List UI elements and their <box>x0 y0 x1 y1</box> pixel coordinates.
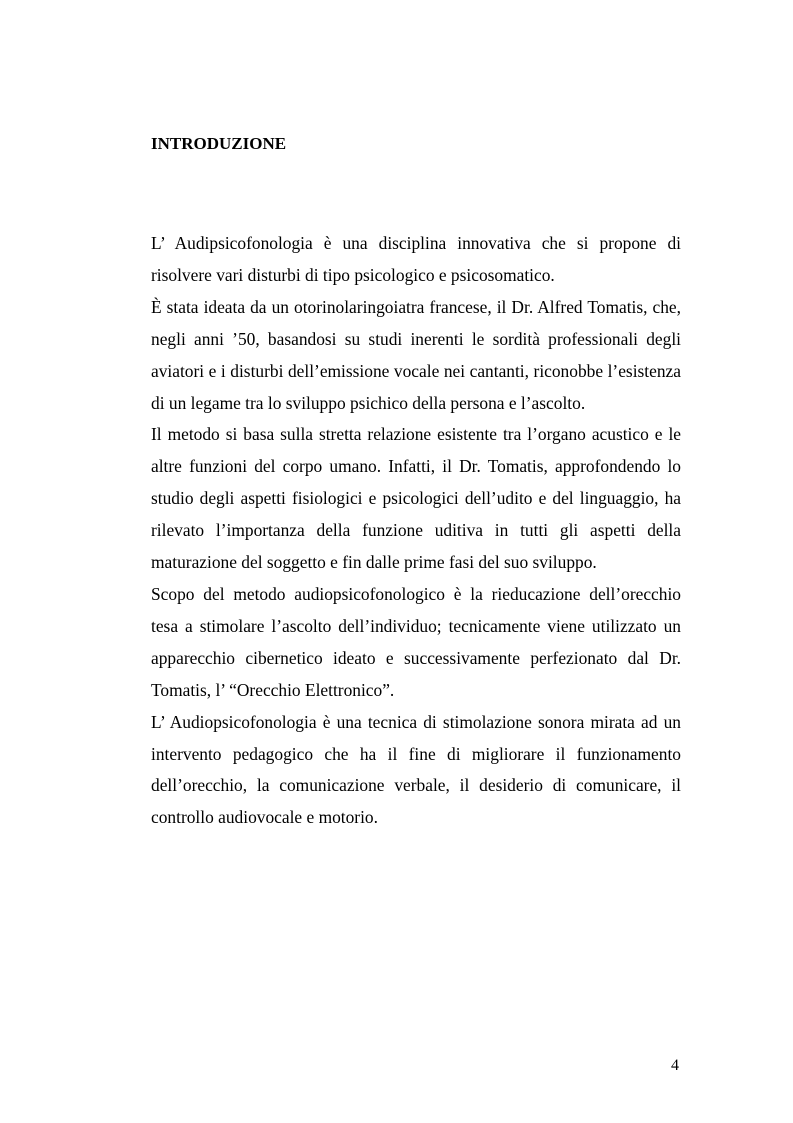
body-text <box>151 228 681 834</box>
page-title: INTRODUZIONE <box>151 134 287 153</box>
paragraph: È stata ideata da un otorinolaringoiatra francese, il Dr. Alfred Tomatis, che, negli anni ’50, basandosi su studi inerenti le sordità professionali degli aviatori e i disturbi dell’emissione vocale nei cantanti, riconobbe l’esistenza di un legame tra lo sviluppo psichico della persona e l’ascolto. <box>151 296 681 413</box>
paragraph: L’ Audipsicofonologia è una disciplina innovativa che si propone di risolvere vari disturbi di tipo psicologico e psicosomatico. <box>151 233 681 285</box>
page-number: 4 <box>671 1057 679 1074</box>
paragraph: Il metodo si basa sulla stretta relazione esistente tra l’organo acustico e le altre funzioni del corpo umano. Infatti, il Dr. Tomatis, approfondendo lo studio degli aspetti fisiologici e psicologici dell’udito e del linguaggio, ha rilevato l’importanza della funzione uditiva in tutti gli aspetti della maturazione del soggetto e fin dalle prime fasi del suo sviluppo. <box>151 424 681 573</box>
paragraph: Scopo del metodo audiopsicofonologico è la rieducazione dell’orecchio tesa a stimolare l’ascolto dell’individuo; tecnicamente viene utilizzato un apparecchio cibernetico ideato e successivamente perfezionato dal Dr. Tomatis, l’ “Orecchio Elettronico”. <box>151 583 681 700</box>
paragraph: L’ Audiopsicofonologia è una tecnica di stimolazione sonora mirata ad un intervento pedagogico che ha il fine di migliorare il funzionamento dell’orecchio, la comunicazione verbale, il desiderio di comunicare, il controllo audiovocale e motorio. <box>151 711 681 828</box>
